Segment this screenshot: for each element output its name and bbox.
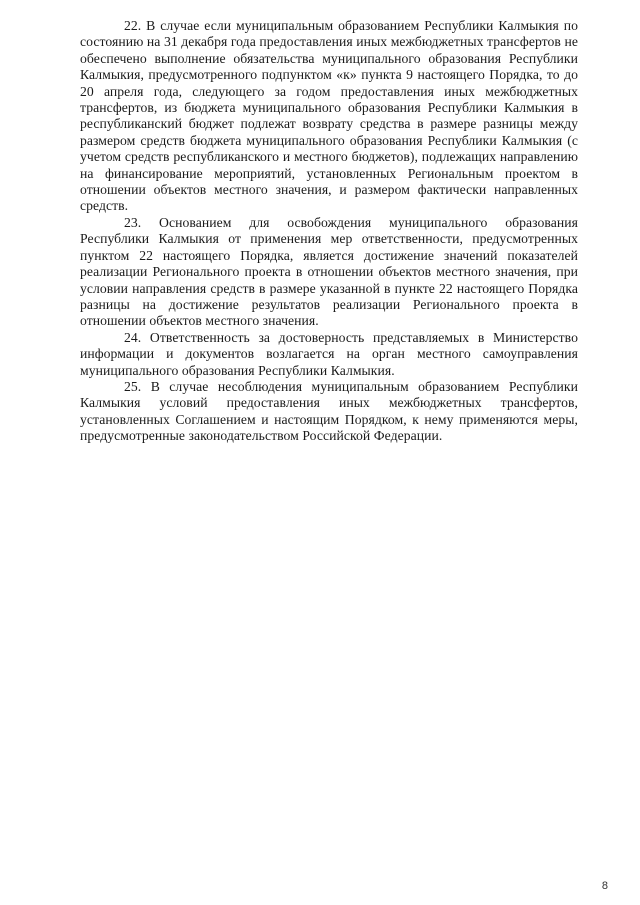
paragraph-24: 24. Ответственность за достоверность представляемых в Министерство информации и документов возлагается на орган местного самоуправления муниципального образования Республики Калмыкия. [80,329,578,378]
paragraph-22: 22. В случае если муниципальным образованием Республики Калмыкия по состоянию на 31 декабря года предоставления иных межбюджетных трансфертов не обеспечено выполнение обязательства муниципального образования Республики Калмыкия, предусмотренного подпунктом «к» пункта 9 настоящего Порядка, то до 20 апреля года, следующего за годом предоставления иных межбюджетных трансфертов, из бюджета муниципального образования Республики Калмыкия в республиканский бюджет подлежат возврату средства в размере разницы между размером средств бюджета муниципального образования Республики Калмыкия (с учетом средств республиканского и местного бюджетов), подлежащих направлению на финансирование мероприятий, установленных Региональным проектом в отношении объектов местного значения, и размером фактически направленных средств. [80,18,578,214]
page-number: 8 [601,880,608,892]
paragraph-23: 23. Основанием для освобождения муниципального образования Республики Калмыкия от применения мер ответственности, предусмотренных пунктом 22 настоящего Порядка, является достижение значений показателей реализации Регионального проекта в отношении объектов местного значения, при условии направления средств в размере указанной в пункте 22 настоящего Порядка разницы на достижение результатов реализации Регионального проекта в отношении объектов местного значения. [80,214,578,329]
paragraph-25: 25. В случае несоблюдения муниципальным образованием Республики Калмыкия условий предоставления иных межбюджетных трансфертов, установленных Соглашением и настоящим Порядком, к нему применяются меры, предусмотренные законодательством Российской Федерации. [80,378,578,444]
document-page [80,18,578,445]
